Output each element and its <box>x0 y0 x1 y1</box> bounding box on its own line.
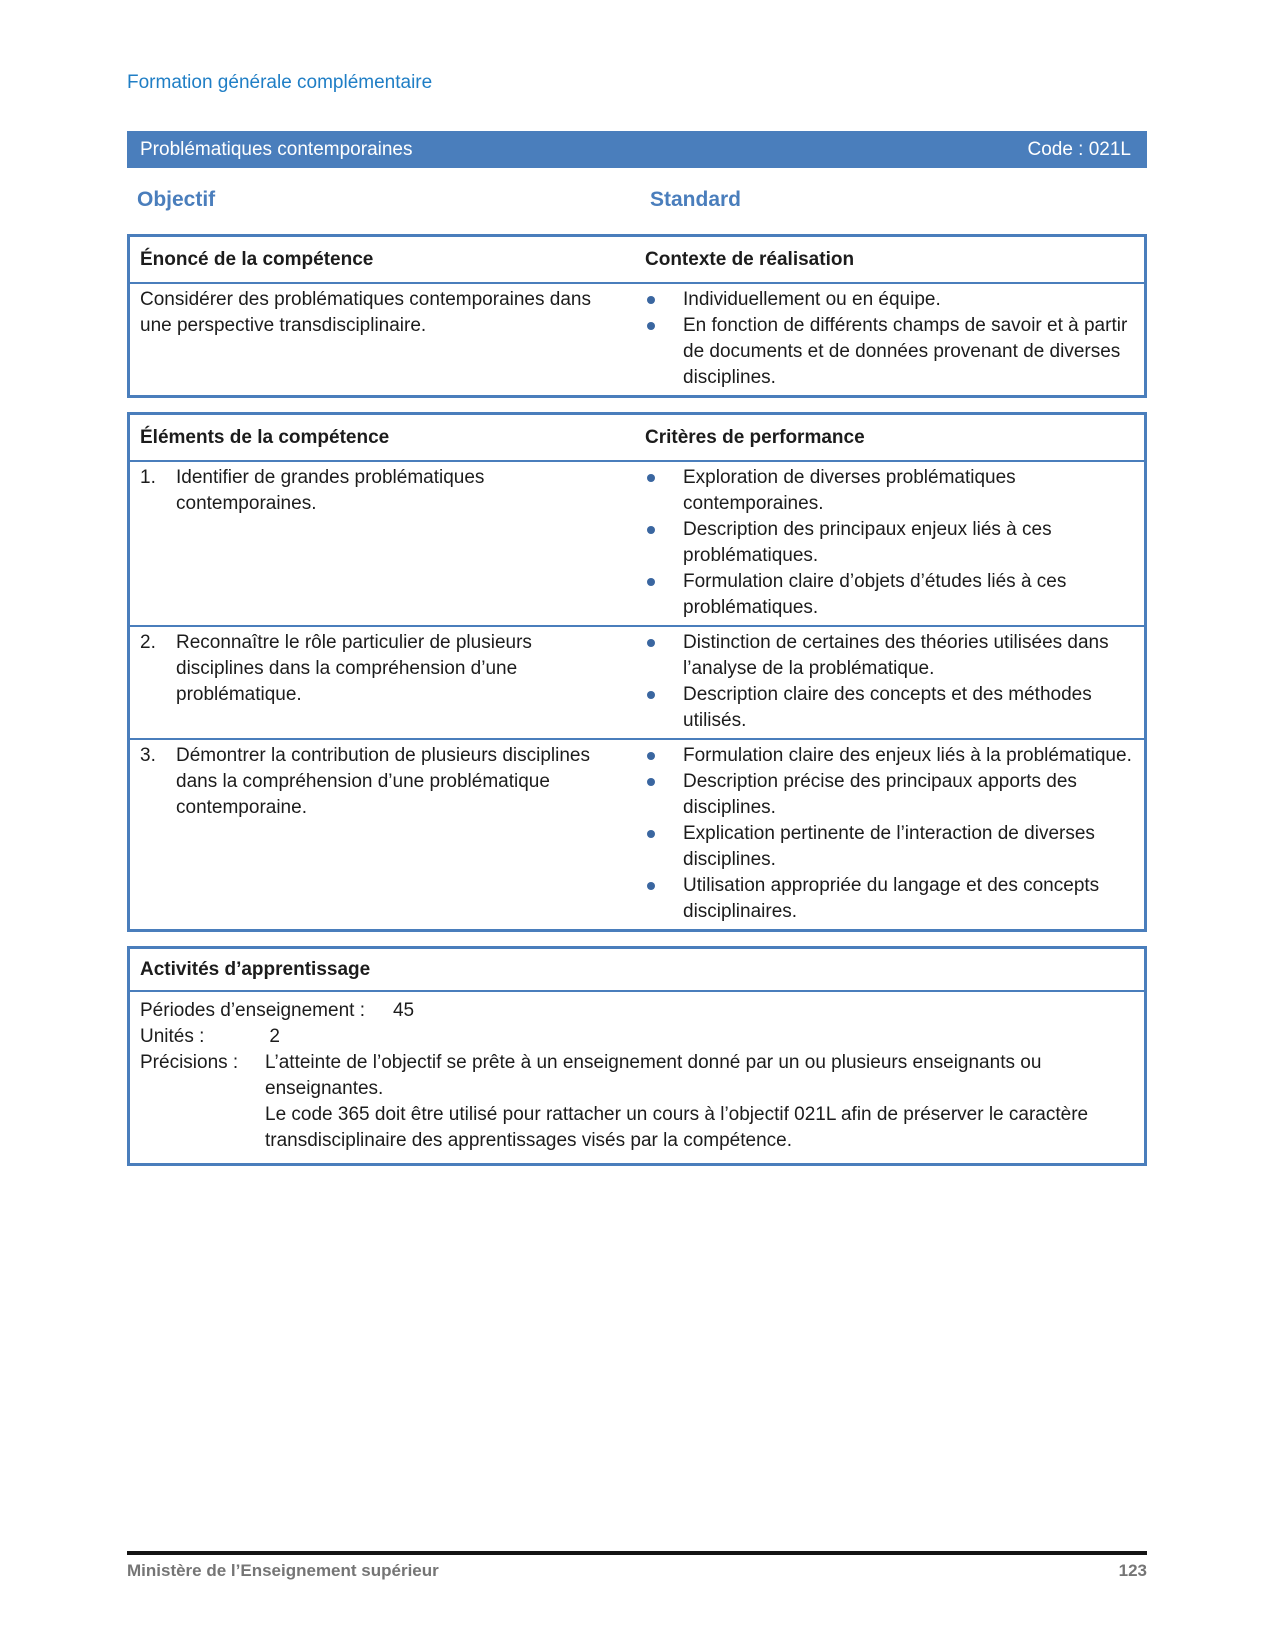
elements-table-header <box>130 415 1144 462</box>
elements-table <box>127 412 1147 932</box>
enonce-table-header <box>130 237 1144 284</box>
header-cell-criteres: Critères de performance <box>645 427 865 448</box>
activities-title: Activités d’apprentissage <box>130 949 1144 992</box>
contexte-bullet-list <box>645 287 1144 391</box>
title-banner <box>127 131 1147 168</box>
bullet-item <box>645 682 1132 734</box>
header-cell-elements: Éléments de la compétence <box>140 427 390 448</box>
element-number: 1. <box>140 467 156 488</box>
element-item <box>130 465 645 621</box>
element-row-2 <box>130 625 1144 738</box>
bullet-text: En fonction de différents champs de savoir et à partir de documents et de données provenant de diverses disciplines. <box>683 315 1128 388</box>
bullet-text: Exploration de diverses problématiques contemporaines. <box>683 467 1016 514</box>
element-item <box>130 743 645 925</box>
bullet-dot-icon <box>647 578 655 586</box>
element-item <box>130 630 645 734</box>
bullet-dot-icon <box>647 882 655 890</box>
bullet-item <box>645 569 1132 621</box>
bullet-text: Formulation claire d’objets d’études liés à ces problématiques. <box>683 571 1067 618</box>
bullet-text: Description précise des principaux apports des disciplines. <box>683 771 1077 818</box>
bullet-dot-icon <box>647 830 655 838</box>
activity-label: Précisions : <box>140 1052 239 1073</box>
bullet-dot-icon <box>647 526 655 534</box>
element-row-3 <box>130 738 1144 929</box>
column-headings <box>127 186 1147 214</box>
activity-row-unites <box>130 1024 1144 1050</box>
bullet-dot-icon <box>647 322 655 330</box>
bullet-text: Individuellement ou en équipe. <box>683 289 941 310</box>
banner-title: Problématiques contemporaines <box>140 138 413 160</box>
precisions-paragraph: L’atteinte de l’objectif se prête à un enseignement donné par un ou plusieurs enseignants ou enseignantes. <box>265 1052 1042 1099</box>
activity-value <box>265 1050 1144 1154</box>
bullet-text: Utilisation appropriée du langage et des concepts disciplinaires. <box>683 875 1100 922</box>
criteria-list <box>645 743 1144 925</box>
bullet-dot-icon <box>647 778 655 786</box>
bullet-text: Explication pertinente de l’interaction de diverses disciplines. <box>683 823 1095 870</box>
bullet-dot-icon <box>647 474 655 482</box>
bullet-dot-icon <box>647 752 655 760</box>
bullet-item <box>645 769 1132 821</box>
precisions-paragraph: Le code 365 doit être utilisé pour rattacher un cours à l’objectif 021L afin de préserver le caractère transdisciplinaire des apprentissages visés par la compétence. <box>265 1104 1089 1151</box>
bullet-item <box>645 743 1132 769</box>
standard-heading: Standard <box>650 188 742 211</box>
bullet-text: Formulation claire des enjeux liés à la problématique. <box>683 745 1132 766</box>
footer-ministry: Ministère de l’Enseignement supérieur <box>127 1561 439 1580</box>
bullet-text: Description des principaux enjeux liés à ces problématiques. <box>683 519 1052 566</box>
header-cell-enonce: Énoncé de la compétence <box>140 249 374 270</box>
bullet-item <box>645 517 1132 569</box>
bullet-text: Distinction de certaines des théories utilisées dans l’analyse de la problématique. <box>683 632 1109 679</box>
criteria-list <box>645 630 1144 734</box>
bullet-item <box>645 465 1132 517</box>
activities-table <box>127 946 1147 1166</box>
statement-text: Considérer des problématiques contemporaines dans une perspective transdisciplinaire. <box>140 289 591 336</box>
element-row-1 <box>130 462 1144 625</box>
activity-row-precisions <box>130 1050 1144 1154</box>
activity-value: 2 <box>269 1026 280 1047</box>
page-footer <box>127 1551 1147 1582</box>
element-text: Démontrer la contribution de plusieurs disciplines dans la compréhension d’une problématique contemporaine. <box>176 745 590 818</box>
bullet-item <box>645 630 1132 682</box>
activity-value: 45 <box>392 1000 415 1021</box>
activity-row-periodes <box>130 998 1144 1024</box>
bullet-item <box>645 821 1132 873</box>
activities-body <box>130 992 1144 1163</box>
activity-label: Unités : <box>140 1026 205 1047</box>
bullet-item <box>645 873 1132 925</box>
enonce-table <box>127 234 1147 398</box>
bullet-dot-icon <box>647 296 655 304</box>
activity-label: Périodes d’enseignement : <box>140 1000 365 1021</box>
section-label: Formation générale complémentaire <box>127 72 433 93</box>
bullet-item <box>645 287 1132 313</box>
element-text: Identifier de grandes problématiques contemporaines. <box>176 467 485 514</box>
criteria-list <box>645 465 1144 621</box>
element-number: 3. <box>140 745 156 766</box>
banner-code: Code : 021L <box>1027 138 1131 160</box>
element-text: Reconnaître le rôle particulier de plusieurs disciplines dans la compréhension d’une problématique. <box>176 632 532 705</box>
bullet-item <box>645 313 1132 391</box>
element-number: 2. <box>140 632 156 653</box>
bullet-dot-icon <box>647 639 655 647</box>
objectif-heading: Objectif <box>137 188 216 211</box>
header-cell-contexte: Contexte de réalisation <box>645 249 855 270</box>
enonce-row <box>130 284 1144 395</box>
bullet-text: Description claire des concepts et des méthodes utilisés. <box>683 684 1092 731</box>
bullet-dot-icon <box>647 691 655 699</box>
footer-page-number: 123 <box>1118 1561 1147 1580</box>
